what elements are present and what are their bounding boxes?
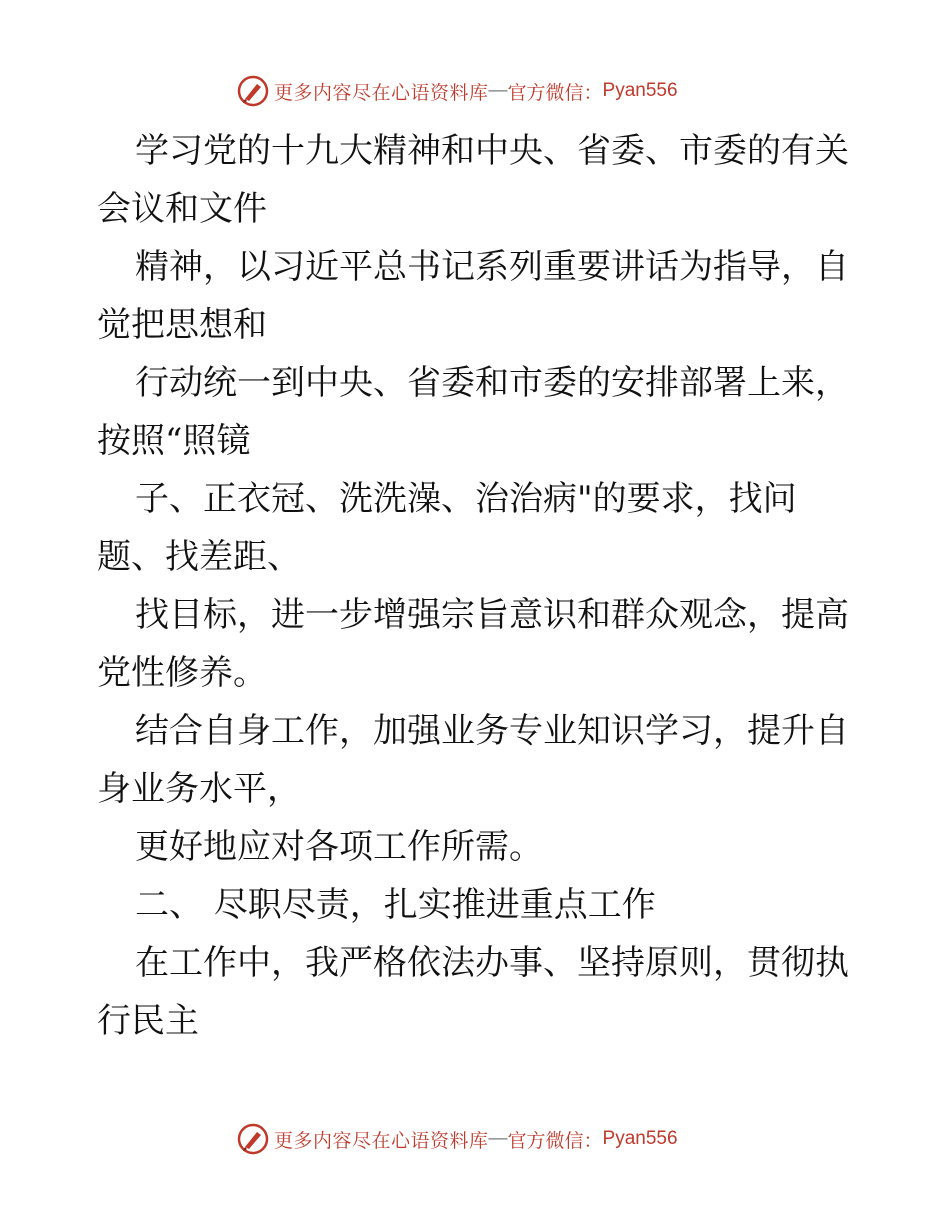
body-line: 学习党的十九大精神和中央、省委、市委的有关 <box>135 131 849 171</box>
body-line: 在工作中，我严格依法办事、坚持原则，贯彻执 <box>135 943 849 983</box>
watermark-separator: — <box>488 1128 508 1149</box>
body-line: 觉把思想和 <box>97 305 267 345</box>
watermark-wechat-id: Pyan556 <box>602 80 678 101</box>
body-line: 子、正衣冠、洗洗澡、治治病"的要求，找问 <box>135 479 797 519</box>
body-line: 党性修养。 <box>97 653 267 693</box>
pen-logo-icon <box>236 74 270 108</box>
body-line: 行动统一到中央、省委和市委的安排部署上来， <box>135 363 849 403</box>
body-line: 题、找差距、 <box>97 537 301 577</box>
watermark-site-text: 更多内容尽在心语资料库 <box>274 1129 489 1152</box>
document-body <box>97 122 857 1050</box>
pen-logo-icon <box>236 1122 270 1156</box>
watermark-site-text: 更多内容尽在心语资料库 <box>274 81 489 104</box>
watermark-separator: — <box>488 80 508 101</box>
body-line: 更好地应对各项工作所需。 <box>135 827 543 867</box>
footer-watermark <box>236 1122 678 1156</box>
body-line: 身业务水平， <box>97 769 301 809</box>
header-watermark <box>236 74 678 108</box>
watermark-wechat-label: 官方微信： <box>507 1129 603 1152</box>
watermark-wechat-id: Pyan556 <box>602 1128 678 1149</box>
body-line: 行民主 <box>97 1001 199 1041</box>
body-line: 会议和文件 <box>97 189 267 229</box>
body-line: 按照“照镜 <box>97 421 251 461</box>
watermark-wechat-label: 官方微信： <box>507 81 603 104</box>
section-heading: 二、 尽职尽责，扎实推进重点工作 <box>135 885 656 925</box>
body-line: 精神，以习近平总书记系列重要讲话为指导，自 <box>135 247 849 287</box>
body-line: 找目标，进一步增强宗旨意识和群众观念，提高 <box>135 595 849 635</box>
body-line: 结合自身工作，加强业务专业知识学习，提升自 <box>135 711 849 751</box>
